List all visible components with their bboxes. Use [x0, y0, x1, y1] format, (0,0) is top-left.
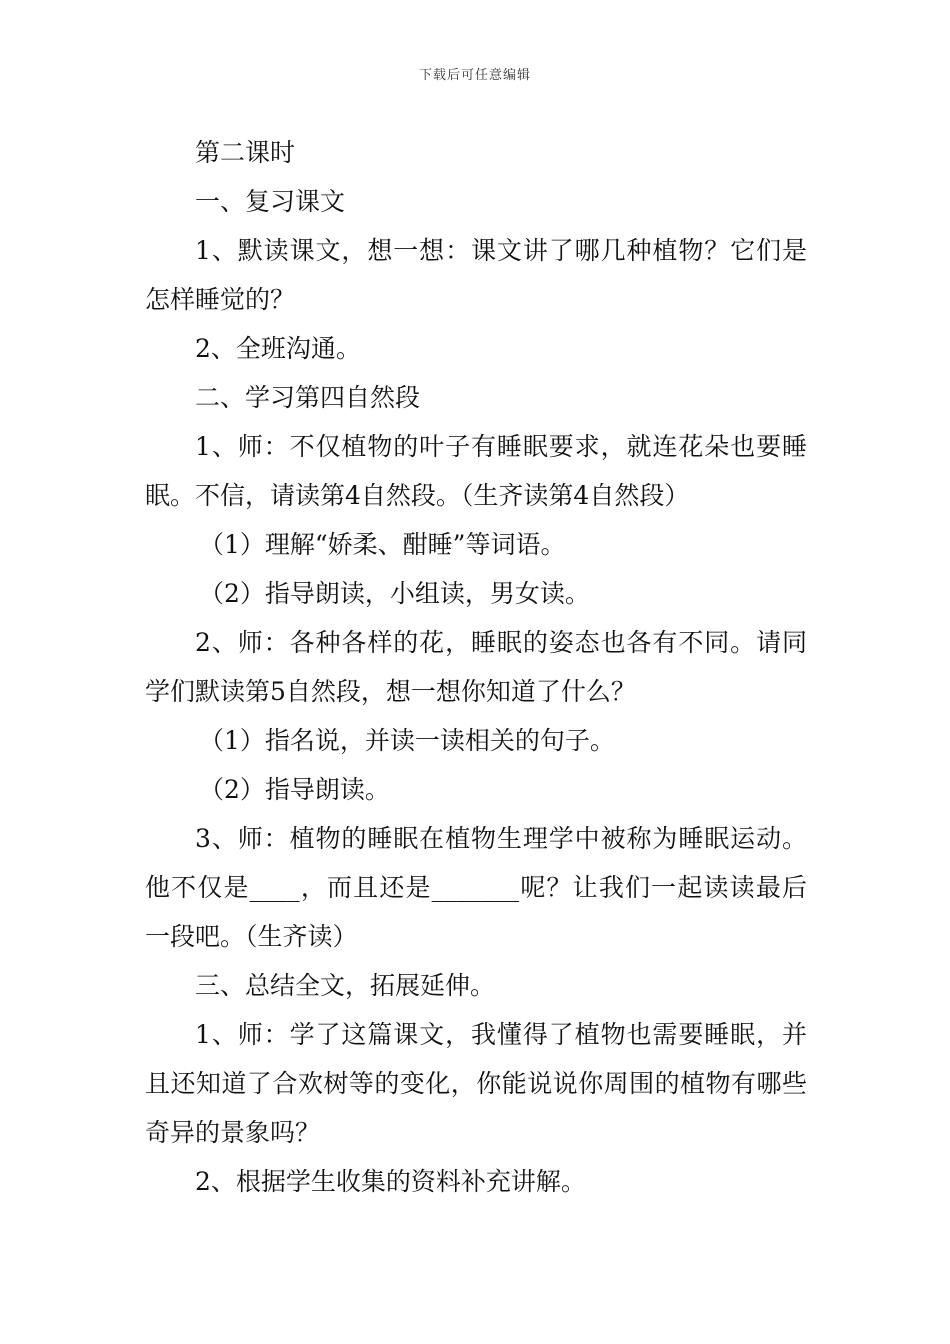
- sub-item: （2）指导朗读。: [199, 775, 390, 804]
- sub-item: （1）指名说，并读一读相关的句子。: [199, 726, 615, 755]
- section-heading-study: 二、学习第四自然段: [195, 383, 421, 412]
- paragraph: 1、默读课文，想一想：课文讲了哪几种植物？它们是怎样睡觉的？: [145, 236, 807, 314]
- paragraph: 2、根据学生收集的资料补充讲解。: [195, 1167, 586, 1196]
- sub-item: （1）理解“娇柔、酣睡”等词语。: [199, 530, 566, 559]
- section-heading-review: 一、复习课文: [195, 187, 346, 216]
- section-heading-summary: 三、总结全文，拓展延伸。: [195, 971, 496, 1000]
- paragraph: 2、全班沟通。: [195, 334, 361, 363]
- paragraph: 1、师：不仅植物的叶子有睡眠要求，就连花朵也要睡眠。不信，请读第4自然段。（生齐读第4自然段）: [145, 432, 807, 510]
- document-body: [145, 128, 807, 1206]
- sub-item: （2）指导朗读，小组读，男女读。: [199, 579, 590, 608]
- paragraph: 2、师：各种各样的花，睡眠的姿态也各有不同。请同学们默读第5自然段，想一想你知道了什么？: [145, 628, 807, 706]
- lesson-title: 第二课时: [195, 138, 296, 167]
- page-header: 下载后可任意编辑: [418, 68, 531, 83]
- paragraph: 1、师：学了这篇课文，我懂得了植物也需要睡眠，并且还知道了合欢树等的变化，你能说说你周围的植物有哪些奇异的景象吗？: [145, 1020, 807, 1147]
- paragraph: 3、师：植物的睡眠在植物生理学中被称为睡眠运动。他不仅是____，而且还是_______呢？让我们一起读读最后一段吧。（生齐读）: [145, 824, 807, 951]
